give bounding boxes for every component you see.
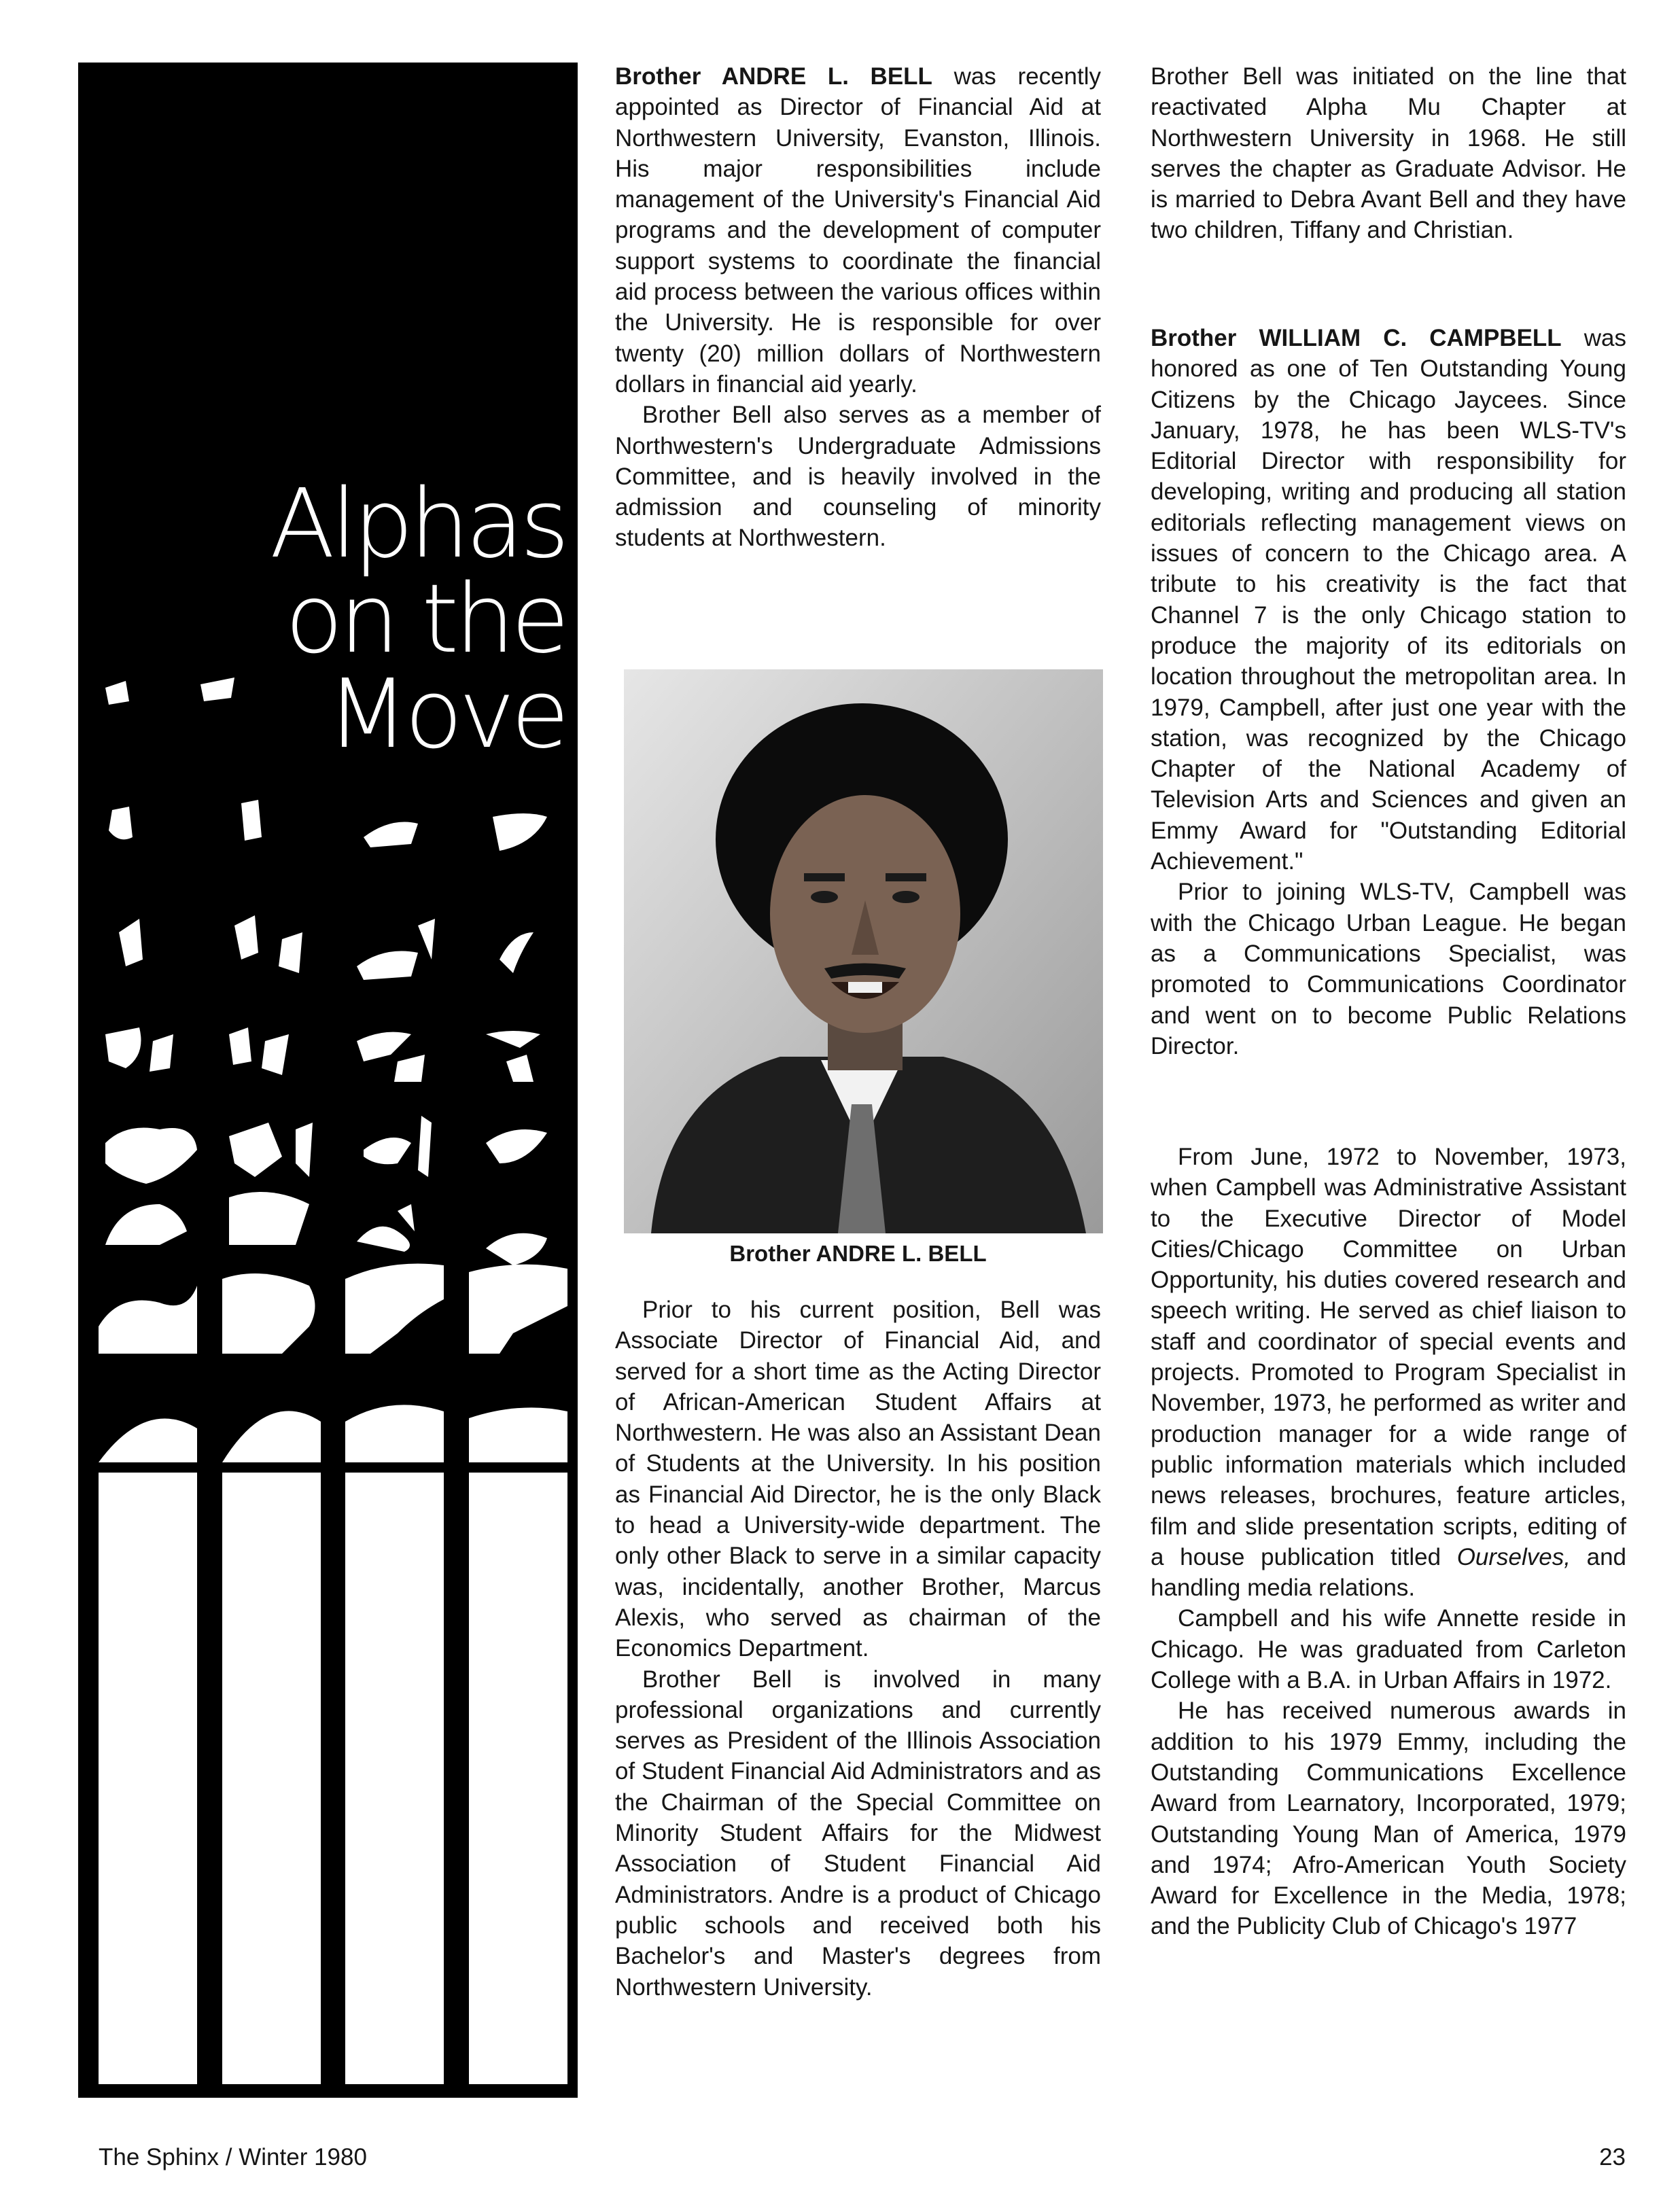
silhouette-grid-graphic [78,63,578,2098]
portrait-illustration [624,669,1103,1233]
bell-name: Brother ANDRE L. BELL [615,63,932,90]
campbell-name: Brother WILLIAM C. CAMPBELL [1151,325,1562,351]
bell-paragraph-1 [615,61,1101,400]
bell-paragraph-2: Brother Bell also serves as a member of Northwestern's Undergraduate Admissions Committee, and is heavily involved in the admission and counseling of minority students at Northwestern. [615,402,1101,552]
page-number: 23 [1599,2144,1626,2170]
campbell-paragraph-4: Campbell and his wife Annette reside in Chicago. He was graduated from Carleton College with a B.A. in Urban Affairs in 1972. [1151,1605,1626,1694]
bell-paragraph-4: Brother Bell is involved in many professional organizations and currently serves as President of the Illinois Association of Student Financial Aid Administrators and as the Chairman of the Special Committee on Minority Student Affairs for the Midwest Association of Student Financial Aid Administrators. Andre is a product of Chicago public schools and received both his Bachelor's and Master's degrees from Northwestern University. [615,1666,1101,2001]
campbell-paragraph-3-end: and handling media relations. [1151,1543,1627,1602]
headline-line-2: on the [285,564,565,675]
campbell-paragraph-3-text: From June, 1972 to November, 1973, when Campbell was Administrative Assistant to the Executive Director of Model Cities/Chicago Committee on Urban Opportunity, his duties covered research and speech writing. He served as chief liaison to staff and coordinator of special events and projects. Promoted to Program Specialist in November, 1973, he performed as writer and production manager for a wide range of public information materials which included news releases, brochures, feature articles, film and slide presentation scripts, editing of a house publication titled [1151,1144,1626,1570]
photo-caption: Brother ANDRE L. BELL [729,1241,987,1266]
column-2-bottom [615,1295,1101,2003]
footer-publication: The Sphinx / Winter 1980 [99,2144,367,2170]
headline-line-1: Alphas [270,469,565,580]
publication-title: Ourselves, [1456,1543,1571,1570]
headline-line-3: Move [326,659,565,770]
campbell-paragraph-5: He has received numerous awards in addition to his 1979 Emmy, including the Outstanding Communications Excellence Award from Learnatory, Incorporated, 1979; Outstanding Young Man of America, 1979 and 1974; Afro-American Youth Society Award for Excellence in the Media, 1978; and the Publicity Club of Chicago's 1977 [1151,1697,1626,1940]
bell-initiation-paragraph: Brother Bell was initiated on the line that reactivated Alpha Mu Chapter at Northwestern University in 1968. He still serves the chapter as Graduate Advisor. He is married to Debra Avant Bell and they have two children, Tiffany and Christian. [1151,63,1626,244]
headline [270,469,565,770]
campbell-paragraph-1-text: was honored as one of Ten Outstanding Young Citizens by the Chicago Jaycees. Since January, 1978, he has been WLS-TV's Editorial Director with responsibility for developing, writing and producing all station editorials reflecting management views on issues of concern to the Chicago area. A tribute to his creativity is the fact that Channel 7 is the only Chicago station to produce the majority of its editorials on location throughout the metropolitan area. In 1979, Campbell, after just one year with the station, was recognized by the Chicago Chapter of the National Academy of Television Arts and Sciences and given an Emmy Award for "Outstanding Editorial Achievement." [1151,325,1626,875]
bell-paragraph-3: Prior to his current position, Bell was Associate Director of Financial Aid, and served for a short time as the Acting Director of African-American Student Affairs at Northwestern. He was also an Assistant Dean of Students at the University. In his position as Financial Aid Director, he is the only Black to head a University-wide department. The only other Black to serve in a similar capacity was, incidentally, another Brother, Marcus Alexis, who served as chairman of the Economics Department. [615,1297,1101,1662]
column-3-campbell [1151,323,1626,1061]
campbell-paragraph-1 [1151,323,1626,877]
column-3-intro [1151,61,1626,246]
column-3-bottom [1151,1142,1626,1942]
portrait-photo [624,669,1103,1233]
decorative-sidebar [78,63,578,2098]
bell-paragraph-1-text: was recently appointed as Director of Financial Aid at Northwestern University, Evanston, Illinois. His major responsibilities include management of the University's Financial Aid programs and the development of computer support systems to coordinate the financial aid process between the various offices within the University. He is responsible for over twenty (20) million dollars of Northwestern dollars in financial aid yearly. [615,63,1101,398]
campbell-paragraph-2: Prior to joining WLS-TV, Campbell was with the Chicago Urban League. He began as a Communications Specialist, was promoted to Communications Coordinator and went on to become Public Relations Director. [1151,879,1626,1059]
column-2-top [615,61,1101,554]
campbell-paragraph-3 [1151,1142,1626,1603]
